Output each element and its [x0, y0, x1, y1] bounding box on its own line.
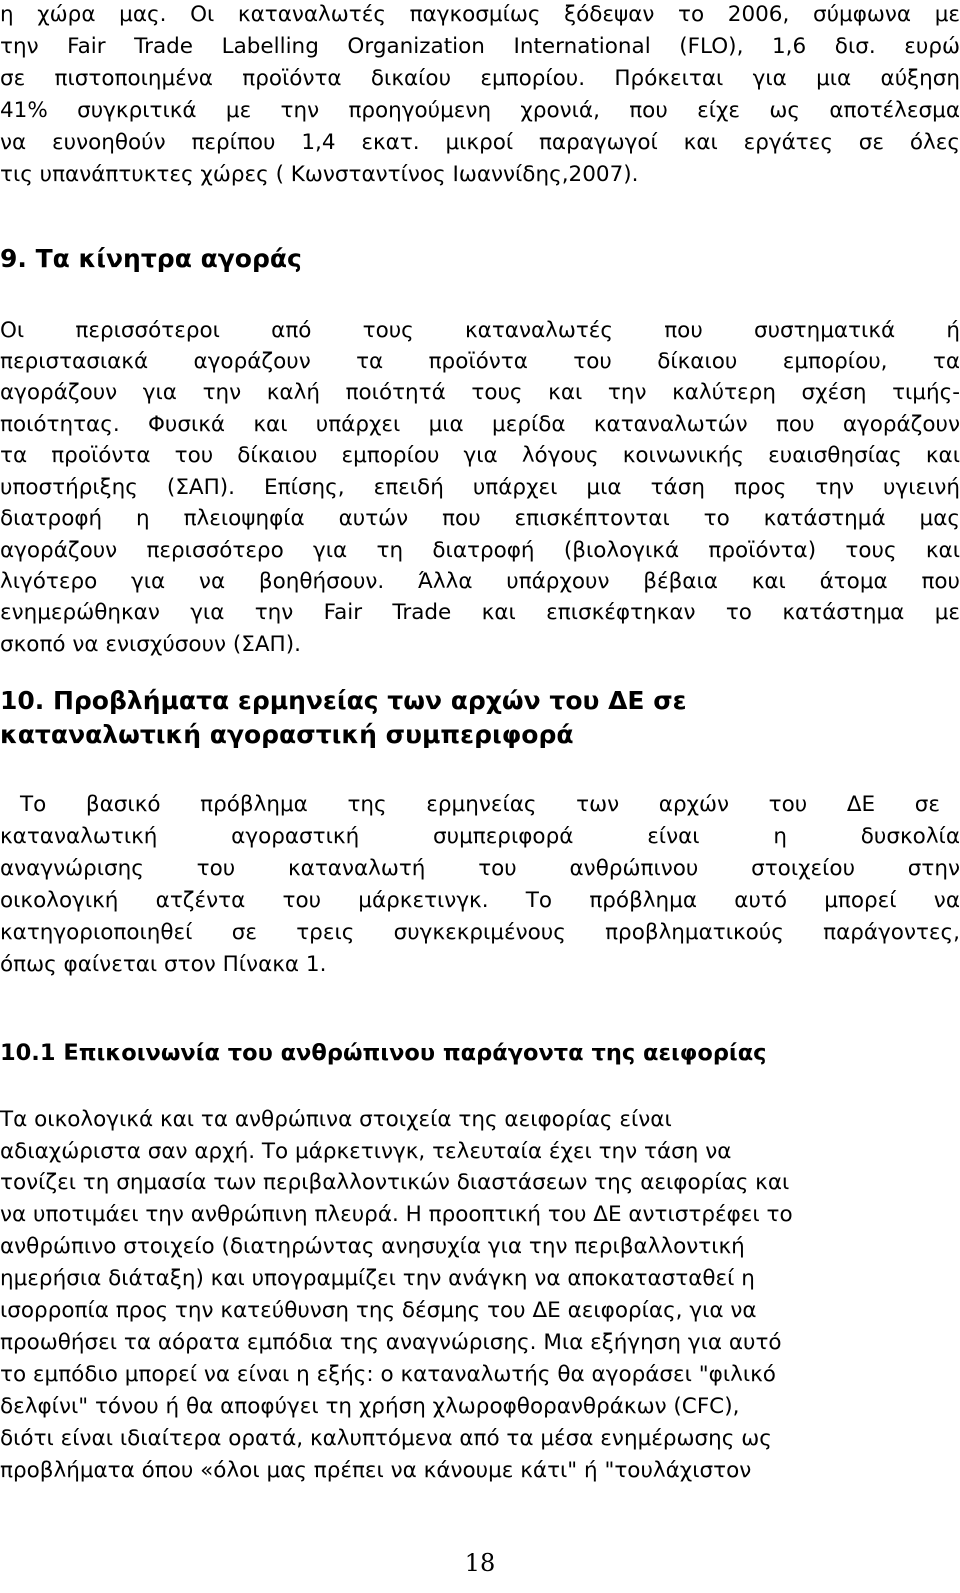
- text-line: ποιότητας. Φυσικά και υπάρχει μια μερίδα καταναλωτών που αγοράζουν: [0, 412, 960, 437]
- subsection-heading: 10.1 Επικοινωνία του ανθρώπινου παράγοντα της αειφορίας: [0, 1040, 767, 1066]
- text-line: διότι είναι ιδιαίτερα ορατά, καλυπτόμενα από τα μέσα ενημέρωσης ως: [0, 1426, 772, 1451]
- text-line: 41% συγκριτικά με την προηγούμενη χρονιά, που είχε ως αποτέλεσμα: [0, 98, 960, 123]
- text-line: αναγνώρισης του καταναλωτή του ανθρώπινου στοιχείου στην: [0, 856, 960, 881]
- text-line: η χώρα μας. Οι καταναλωτές παγκοσμίως ξόδεψαν το 2006, σύμφωνα με: [0, 2, 960, 27]
- text-line: ημερήσια διάταξη) και υπογραμμίζει την ανάγκη να αποκατασταθεί η: [0, 1266, 755, 1291]
- text-line: να υποτιμάει την ανθρώπινη πλευρά. Η προοπτική του ΔΕ αντιστρέφει το: [0, 1202, 793, 1227]
- text-line: υποστήριξης (ΣΑΠ). Επίσης, επειδή υπάρχει μια τάση προς την υγιεινή: [0, 475, 960, 500]
- text-line: το εμπόδιο μπορεί να είναι η εξής: ο καταναλωτής θα αγοράσει "φιλικό: [0, 1362, 776, 1387]
- text-line: αδιαχώριστα σαν αρχή. Το μάρκετινγκ, τελευταία έχει την τάση να: [0, 1139, 732, 1164]
- text-line: ενημερώθηκαν για την Fair Trade και επισκέφτηκαν το κατάστημα με: [0, 600, 960, 625]
- text-line: την Fair Trade Labelling Organization International (FLO), 1,6 δισ. ευρώ: [0, 34, 960, 59]
- text-line: καταναλωτική αγοραστική συμπεριφορά είναι η δυσκολία: [0, 824, 960, 849]
- text-line: σκοπό να ενισχύσουν (ΣΑΠ).: [0, 632, 301, 657]
- text-line: να ευνοηθούν περίπου 1,4 εκατ. μικροί παραγωγοί και εργάτες σε όλες: [0, 130, 960, 155]
- text-line: προβλήματα όπου «όλοι μας πρέπει να κάνουμε κάτι" ή "τουλάχιστον: [0, 1458, 752, 1483]
- section-heading: 10. Προβλήματα ερμηνείας των αρχών του ΔΕ σε: [0, 686, 687, 715]
- section-heading: 9. Τα κίνητρα αγοράς: [0, 244, 302, 273]
- text-line: ανθρώπινο στοιχείο (διατηρώντας ανησυχία για την περιβαλλοντική: [0, 1234, 745, 1259]
- text-line: σε πιστοποιημένα προϊόντα δικαίου εμπορίου. Πρόκειται για μια αύξηση: [0, 66, 960, 91]
- text-line: όπως φαίνεται στον Πίνακα 1.: [0, 952, 327, 977]
- text-line: αγοράζουν για την καλή ποιότητά τους και την καλύτερη σχέση τιμής-: [0, 380, 960, 405]
- page-number: 18: [464, 1549, 496, 1577]
- text-line: λιγότερο για να βοηθήσουν. Άλλα υπάρχουν βέβαια και άτομα που: [0, 569, 960, 594]
- text-line: Το βασικό πρόβλημα της ερμηνείας των αρχών του ΔΕ σε: [20, 792, 940, 817]
- text-line: αγοράζουν περισσότερο για τη διατροφή (βιολογικά προϊόντα) τους και: [0, 538, 960, 563]
- text-line: τα προϊόντα του δίκαιου εμπορίου για λόγους κοινωνικής ευαισθησίας και: [0, 443, 960, 468]
- text-line: προωθήσει τα αόρατα εμπόδια της αναγνώρισης. Μια εξήγηση για αυτό: [0, 1330, 782, 1355]
- section-heading: καταναλωτική αγοραστική συμπεριφορά: [0, 720, 574, 749]
- text-line: τις υπανάπτυκτες χώρες ( Κωνσταντίνος Ιωαννίδης,2007).: [0, 162, 639, 187]
- text-line: Οι περισσότεροι από τους καταναλωτές που συστηματικά ή: [0, 318, 960, 343]
- text-line: Τα οικολογικά και τα ανθρώπινα στοιχεία της αειφορίας είναι: [0, 1107, 672, 1132]
- text-line: ισορροπία προς την κατεύθυνση της δέσμης του ΔΕ αειφορίας, για να: [0, 1298, 757, 1323]
- text-line: τονίζει τη σημασία των περιβαλλοντικών διαστάσεων της αειφορίας και: [0, 1170, 790, 1195]
- text-line: κατηγοριοποιηθεί σε τρεις συγκεκριμένους προβληματικούς παράγοντες,: [0, 920, 960, 945]
- text-line: οικολογική ατζέντα του μάρκετινγκ. Το πρόβλημα αυτό μπορεί να: [0, 888, 960, 913]
- text-line: δελφίνι" τόνου ή θα αποφύγει τη χρήση χλωροφθορανθράκων (CFC),: [0, 1394, 740, 1419]
- text-line: διατροφή η πλειοψηφία αυτών που επισκέπτονται το κατάστημά μας: [0, 506, 960, 531]
- text-line: περιστασιακά αγοράζουν τα προϊόντα του δίκαιου εμπορίου, τα: [0, 349, 960, 374]
